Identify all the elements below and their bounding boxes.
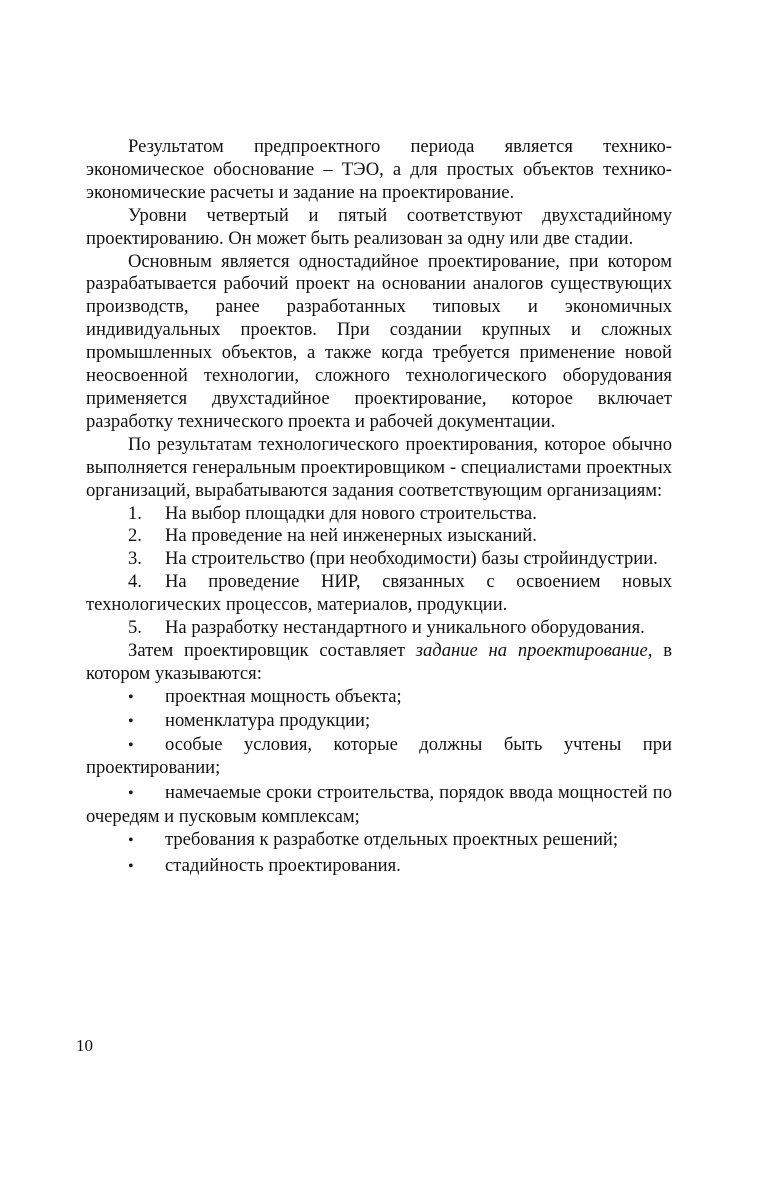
numbered-item-text: На проведение НИР, связанных с освоением новых технологических процессов, материалов, продукции. bbox=[86, 571, 672, 616]
paragraph-3: Основным является одностадийное проектирование, при котором разрабатывается рабочий проект на основании аналогов существующих производств, ранее разработанных типовых и экономичных индивидуальных проектов. При создании крупных и сложных промышленных объектов, а также когда требуется применение новой неосвоенной технологии, сложного технологического оборудования применяется двухстадийное проектирование, которое включает разработку технического проекта и рабочей документации. bbox=[86, 250, 672, 432]
bullet-item-3 bbox=[86, 734, 672, 781]
page-number: 10 bbox=[76, 1036, 93, 1055]
numbered-item-number: 1. bbox=[128, 502, 142, 524]
paragraph-1: Результатом предпроектного периода является технико-экономическое обоснование – ТЭО, а для простых объектов технико-экономические расчеты и задание на проектирование. bbox=[86, 136, 672, 203]
bullet-text: стадийность проектирования. bbox=[165, 855, 401, 877]
numbered-item-text: На разработку нестандартного и уникального оборудования. bbox=[165, 617, 645, 639]
bullet-text: проектная мощность объекта; bbox=[165, 685, 402, 707]
closing-paragraph bbox=[86, 640, 672, 686]
numbered-item-number: 2. bbox=[128, 525, 142, 547]
numbered-item-number: 4. bbox=[128, 571, 142, 593]
numbered-item-2 bbox=[86, 525, 672, 548]
page-body bbox=[86, 136, 672, 879]
bullet-item-4 bbox=[86, 782, 672, 829]
paragraph-4: По результатам технологического проектирования, которое обычно выполняется генеральным проектировщиком - специалистами проектных организаций, вырабатываются задания соответствующим организациям: bbox=[86, 433, 672, 501]
numbered-item-4 bbox=[86, 571, 672, 617]
numbered-item-number: 5. bbox=[128, 617, 142, 639]
bullet-item-1 bbox=[86, 686, 672, 710]
closing-text-before: Затем проектировщик составляет bbox=[128, 639, 416, 661]
bullet-icon: • bbox=[128, 832, 134, 850]
bullet-item-5 bbox=[86, 829, 672, 853]
closing-text-after: , в котором указываются: bbox=[86, 639, 673, 684]
paragraph-2: Уровни четвертый и пятый соответствуют двухстадийному проектированию. Он может быть реализован за одну или две стадии. bbox=[86, 204, 672, 249]
numbered-item-text: На строительство (при необходимости) базы стройиндустрии. bbox=[165, 548, 658, 570]
bullet-icon: • bbox=[128, 785, 134, 803]
numbered-item-number: 3. bbox=[128, 548, 142, 570]
bullet-item-2 bbox=[86, 710, 672, 734]
bullet-text: особые условия, которые должны быть учтены при проектировании; bbox=[86, 733, 672, 779]
numbered-item-text: На проведение на ней инженерных изысканий. bbox=[165, 525, 537, 547]
numbered-item-3 bbox=[86, 548, 672, 571]
numbered-item-5 bbox=[86, 617, 672, 640]
bullet-item-6 bbox=[86, 855, 672, 879]
bullet-text: требования к разработке отдельных проектных решений; bbox=[165, 829, 619, 851]
bullet-icon: • bbox=[128, 688, 134, 706]
numbered-item-text: На выбор площадки для нового строительства. bbox=[165, 502, 537, 524]
bullet-icon: • bbox=[128, 712, 134, 730]
bullet-icon: • bbox=[128, 858, 134, 876]
bullet-icon: • bbox=[128, 736, 134, 754]
bullet-text: намечаемые сроки строительства, порядок ввода мощностей по очередям и пусковым комплексам; bbox=[86, 782, 672, 828]
numbered-item-1 bbox=[86, 503, 672, 526]
closing-emphasis: задание на проектирование bbox=[415, 639, 648, 661]
bullet-text: номенклатура продукции; bbox=[165, 709, 371, 731]
